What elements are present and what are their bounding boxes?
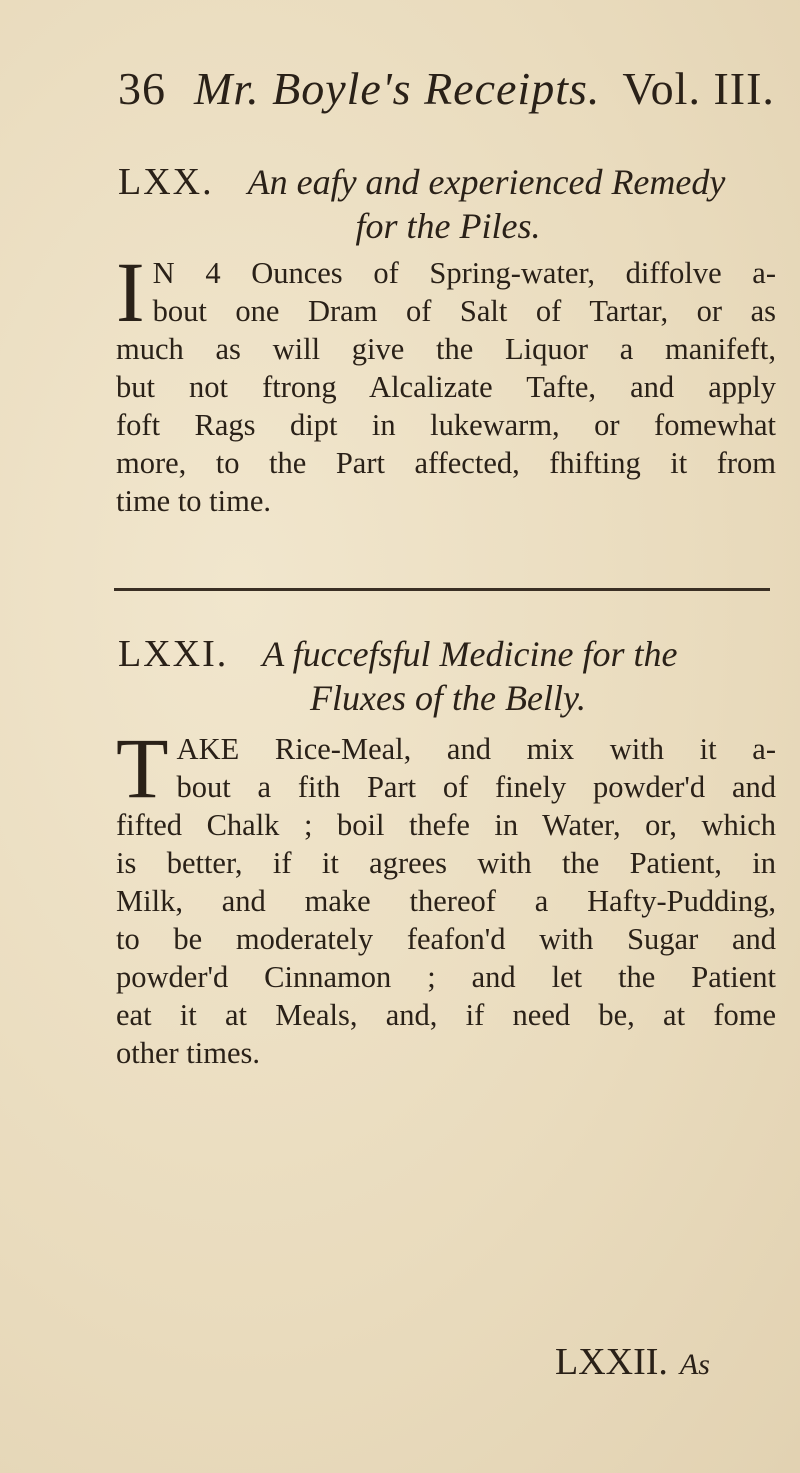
body-line: fifted Chalk ; boil thefe in Water, or, which	[116, 808, 776, 842]
body-line: Milk, and make thereof a Hafty-Pudding,	[116, 884, 776, 918]
body-line: other times.	[116, 1036, 260, 1070]
catchword-text: As	[679, 1348, 710, 1381]
entry-title-line1: An eafy and experienced Remedy	[247, 162, 726, 202]
body-line: is better, if it agrees with the Patient, in	[116, 846, 776, 880]
entry-title-lxxi	[118, 632, 778, 720]
body-line: AKE Rice-Meal, and mix with it a-	[176, 732, 776, 766]
catchword-number: LXXII.	[555, 1341, 668, 1383]
body-line: bout one Dram of Salt of Tartar, or as	[152, 294, 776, 328]
body-line: eat it at Meals, and, if need be, at fome	[116, 998, 776, 1032]
body-line: foft Rags dipt in lukewarm, or fomewhat	[116, 408, 776, 442]
entry-title-line1: A fuccefsful Medicine for the	[262, 634, 678, 674]
volume-label: Vol. III.	[622, 63, 775, 114]
body-line: powder'd Cinnamon ; and let the Patient	[116, 960, 776, 994]
entry-title-line2: for the Piles.	[355, 206, 541, 246]
section-divider	[114, 588, 770, 591]
drop-cap: I	[116, 244, 145, 340]
entry-body-lxx	[116, 244, 776, 520]
body-line: time to time.	[116, 484, 272, 518]
body-line: more, to the Part affected, fhifting it from	[116, 446, 776, 480]
drop-cap: T	[116, 720, 169, 816]
entry-number: LXX.	[118, 161, 214, 203]
body-line: much as will give the Liquor a manifeft,	[116, 332, 776, 366]
page-number: 36	[118, 63, 166, 114]
body-line: but not ftrong Alcalizate Tafte, and apply	[116, 370, 776, 404]
entry-title-line2: Fluxes of the Belly.	[310, 678, 586, 718]
body-line: N 4 Ounces of Spring-water, diffolve a-	[152, 256, 776, 290]
entry-title-lxx	[118, 160, 778, 248]
entry-number: LXXI.	[118, 633, 229, 675]
body-line: to be moderately feafon'd with Sugar and	[116, 922, 776, 956]
catchword	[555, 1340, 710, 1384]
entry-body-lxxi	[116, 720, 776, 1072]
running-title: Mr. Boyle's Receipts.	[194, 63, 601, 114]
running-header	[118, 62, 798, 115]
body-line: bout a fith Part of finely powder'd and	[176, 770, 776, 804]
